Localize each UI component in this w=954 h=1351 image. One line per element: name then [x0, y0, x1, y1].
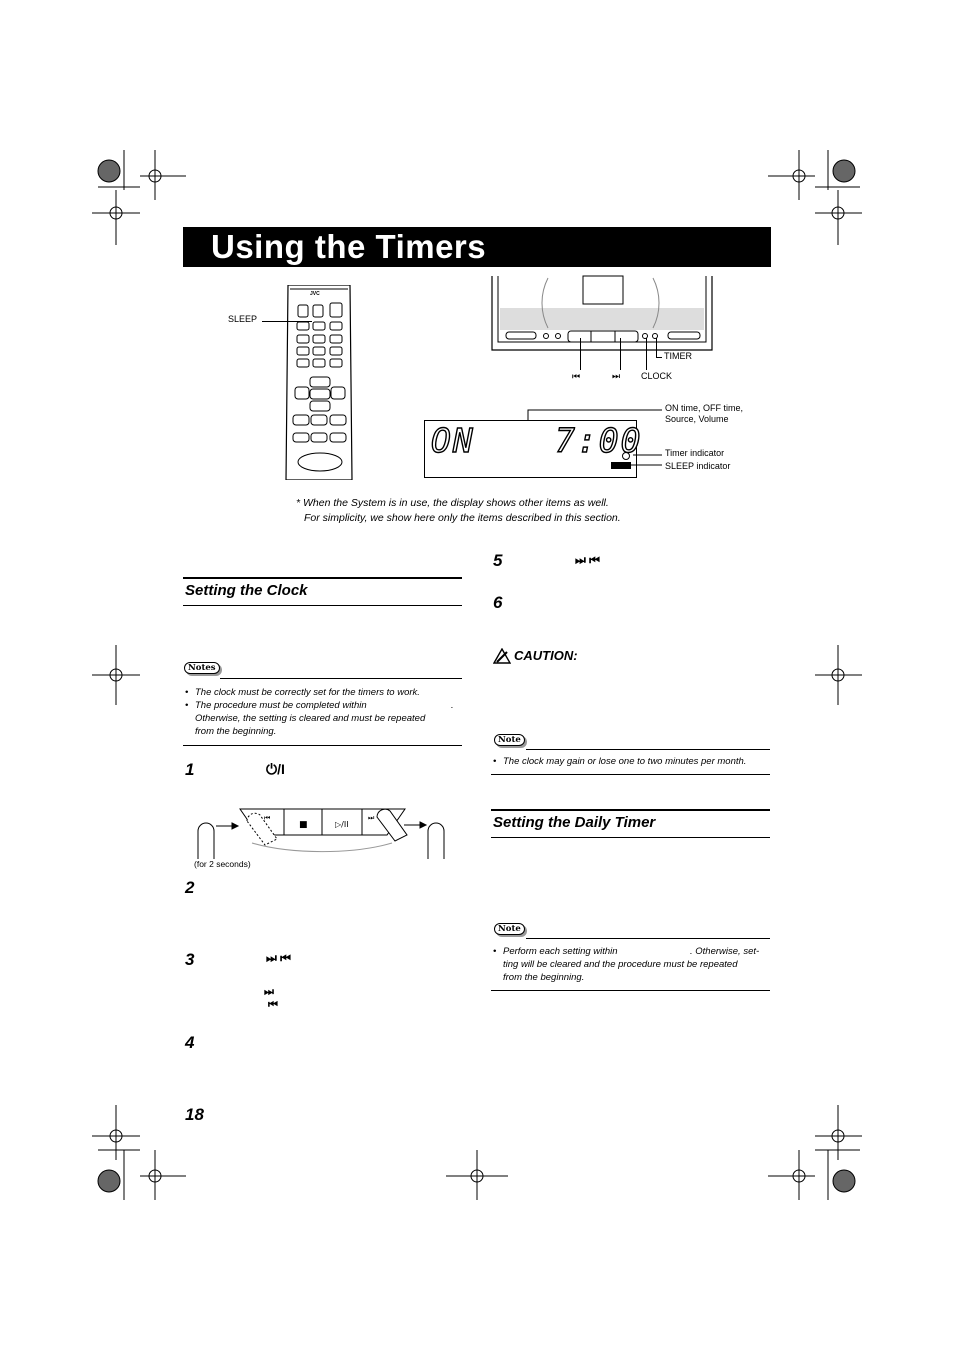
illus-play-label: ▷/II [335, 820, 349, 829]
lcd-time-text: 7:00 [555, 421, 643, 460]
notes-badge: Notes [184, 662, 220, 674]
clock-step-2-number: 2 [185, 878, 195, 897]
note-badge-clock: Note [494, 734, 525, 746]
note-daily-line1b: . Otherwise, set- [690, 946, 760, 957]
notes-rule [220, 678, 462, 679]
remote-sleep-callout-line [262, 321, 312, 322]
page-title: Using the Timers [211, 228, 487, 265]
daily-section-title: Setting the Daily Timer [493, 814, 656, 831]
clock-label: CLOCK [641, 371, 673, 381]
clock-step-3-sub2: ⏮ [268, 999, 278, 1011]
callout-timer-indicator: Timer indicator [665, 448, 725, 458]
power-symbol: ⏻/I [266, 761, 285, 777]
daily-section-top-rule [491, 809, 770, 811]
note-rule-clock [526, 749, 770, 750]
note-text-clock: The clock may gain or lose one to two minutes per month. [503, 756, 747, 767]
footnote-line2: For simplicity, we show here only the items described in this section. [304, 512, 621, 524]
notes-bullet-1: • [185, 687, 189, 698]
remote-control-illustration [280, 285, 360, 480]
clock-step-3-sub1: ⏭ [264, 986, 274, 998]
notes-text-2: The procedure must be completed within [195, 700, 367, 711]
for-2-seconds-label: (for 2 seconds) [194, 859, 251, 869]
prev-callout-line [580, 338, 581, 370]
callout-source: Source, Volume [665, 414, 729, 424]
lcd-callout-lines [520, 405, 670, 475]
daily-section-bottom-rule [491, 837, 770, 838]
note-bullet-daily: • [493, 946, 497, 957]
notes-text-4: from the beginning. [195, 726, 277, 737]
clock-callout-line [646, 338, 647, 370]
sleep-label: SLEEP [228, 314, 258, 324]
notes-text-2-dot: . [451, 700, 454, 711]
note-bottom-rule-daily [491, 990, 770, 991]
page-number: 18 [185, 1105, 204, 1124]
notes-bullet-2: • [185, 700, 189, 711]
next-label: ⏭ [612, 371, 621, 381]
clock-step-5-number: 5 [493, 551, 503, 570]
note-daily-line2: ting will be cleared and the procedure must be repeated [503, 959, 738, 970]
note-badge-daily: Note [494, 923, 525, 935]
main-unit-illustration [488, 268, 718, 358]
timer-callout-line [656, 338, 657, 357]
lcd-on-text: ON [431, 421, 475, 460]
illus-stop-label: ■ [299, 820, 308, 830]
caution-label: CAUTION: [514, 648, 578, 663]
notes-text-3: Otherwise, the setting is cleared and must be repeated [195, 713, 426, 724]
note-daily-line3: from the beginning. [503, 972, 585, 983]
prev-label: ⏮ [572, 371, 581, 381]
illus-next-label: ⏭ [368, 814, 375, 822]
timer-label: TIMER [664, 351, 692, 361]
clock-section-top-rule [183, 577, 462, 579]
timer-callout-tick [656, 357, 662, 358]
callout-ontime: ON time, OFF time, [665, 403, 744, 413]
clock-step-3-symbols: ⏭ ⏮ [266, 951, 291, 965]
notes-text-1: The clock must be correctly set for the timers to work. [195, 687, 420, 698]
clock-step-3-number: 3 [185, 950, 195, 969]
callout-sleep-indicator: SLEEP indicator [665, 461, 731, 471]
next-callout-line [620, 338, 621, 370]
note-daily-line1: Perform each setting within [503, 946, 618, 957]
note-bullet-clock: • [493, 756, 497, 767]
clock-step-4-number: 4 [185, 1033, 195, 1052]
notes-bottom-rule [183, 745, 462, 746]
remote-brand: JVC [310, 291, 320, 297]
clock-section-title: Setting the Clock [185, 582, 308, 599]
clock-step-5-symbols: ⏭ ⏮ [575, 553, 600, 567]
footnote-line1: * When the System is in use, the display shows other items as well. [296, 497, 609, 509]
clock-step-1-number: 1 [185, 760, 195, 779]
clock-section-bottom-rule [183, 605, 462, 606]
clock-step-6-number: 6 [493, 593, 503, 612]
illus-prev-label: ⏮ [264, 814, 271, 822]
caution-icon [493, 648, 511, 664]
note-rule-daily [526, 938, 770, 939]
note-bottom-rule-clock [491, 774, 770, 775]
page-title-bar [183, 227, 771, 267]
button-press-illustration [192, 803, 454, 863]
